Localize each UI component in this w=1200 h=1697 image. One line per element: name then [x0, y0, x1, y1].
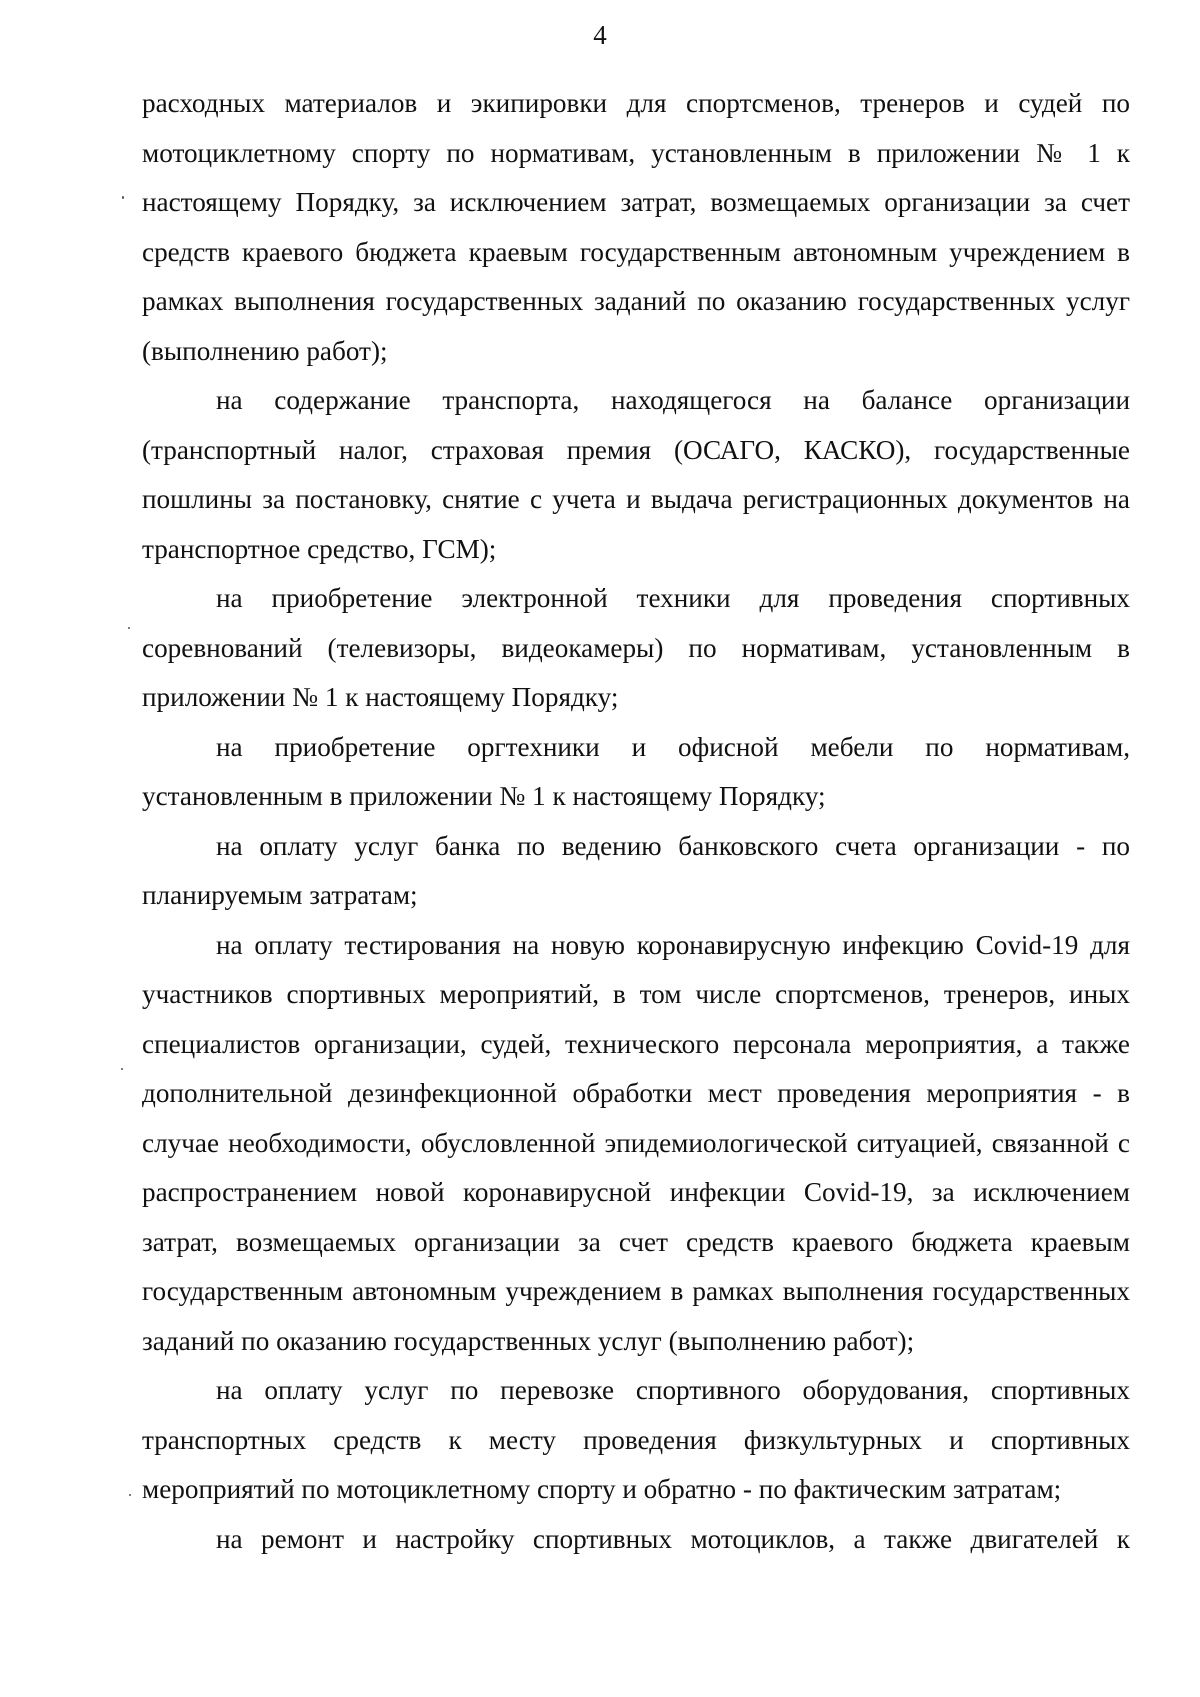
scan-speck	[122, 196, 124, 199]
paragraph-equipment-transportation: на оплату услуг по перевозке спортивного оборудования, спортивных транспортных средств к месту проведения физкультурных и спортивных мероприятий по мотоциклетному спорту и обратно - по фактическим затратам;	[142, 1375, 1130, 1504]
paragraph-electronics: на приобретение электронной техники для проведения спортивных соревнований (телевизоры, видеокамеры) по нормативам, установленным в приложении № 1 к настоящему Порядку;	[142, 583, 1130, 712]
paragraph-continuation: расходных материалов и экипировки для спортсменов, тренеров и судей по мотоциклетному спорту по нормативам, установленным в приложении № 1 к настоящему Порядку, за исключением затрат, возмещаемых организации за счет средств краевого бюджета краевым государственным автономным учреждением в рамках выполнения государственных заданий по оказанию государственных услуг (выполнению работ);	[142, 88, 1130, 366]
page-number: 4	[593, 20, 607, 50]
document-body	[142, 79, 1130, 1564]
paragraph-office-equipment: на приобретение оргтехники и офисной мебели по нормативам, установленным в приложении № 1 к настоящему Порядку;	[142, 731, 1130, 811]
scan-speck	[128, 627, 130, 629]
paragraph-motorcycle-repair: на ремонт и настройку спортивных мотоциклов, а также двигателей к	[216, 1523, 1130, 1554]
paragraph-bank-services: на оплату услуг банка по ведению банковского счета организации - по планируемым затратам;	[142, 830, 1130, 910]
scan-speck	[129, 1494, 131, 1496]
scan-speck	[121, 1068, 123, 1070]
paragraph-transport-maintenance: на содержание транспорта, находящегося на балансе организации (транспортный налог, страховая премия (ОСАГО, КАСКО), государственные пошлины за постановку, снятие с учета и выдача регистрационных документов на транспортное средство, ГСМ);	[142, 385, 1130, 564]
paragraph-covid-testing: на оплату тестирования на новую коронавирусную инфекцию Covid-19 для участников спортивных мероприятий, в том числе спортсменов, тренеров, иных специалистов организации, судей, технического персонала мероприятия, а также дополнительной дезинфекционной обработки мест проведения мероприятия - в случае необходимости, обусловленной эпидемиологической ситуацией, связанной с распространением новой коронавирусной инфекции Covid-19, за исключением затрат, возмещаемых организации за счет средств краевого бюджета краевым государственным автономным учреждением в рамках выполнения государственных заданий по оказанию государственных услуг (выполнению работ);	[142, 929, 1130, 1356]
